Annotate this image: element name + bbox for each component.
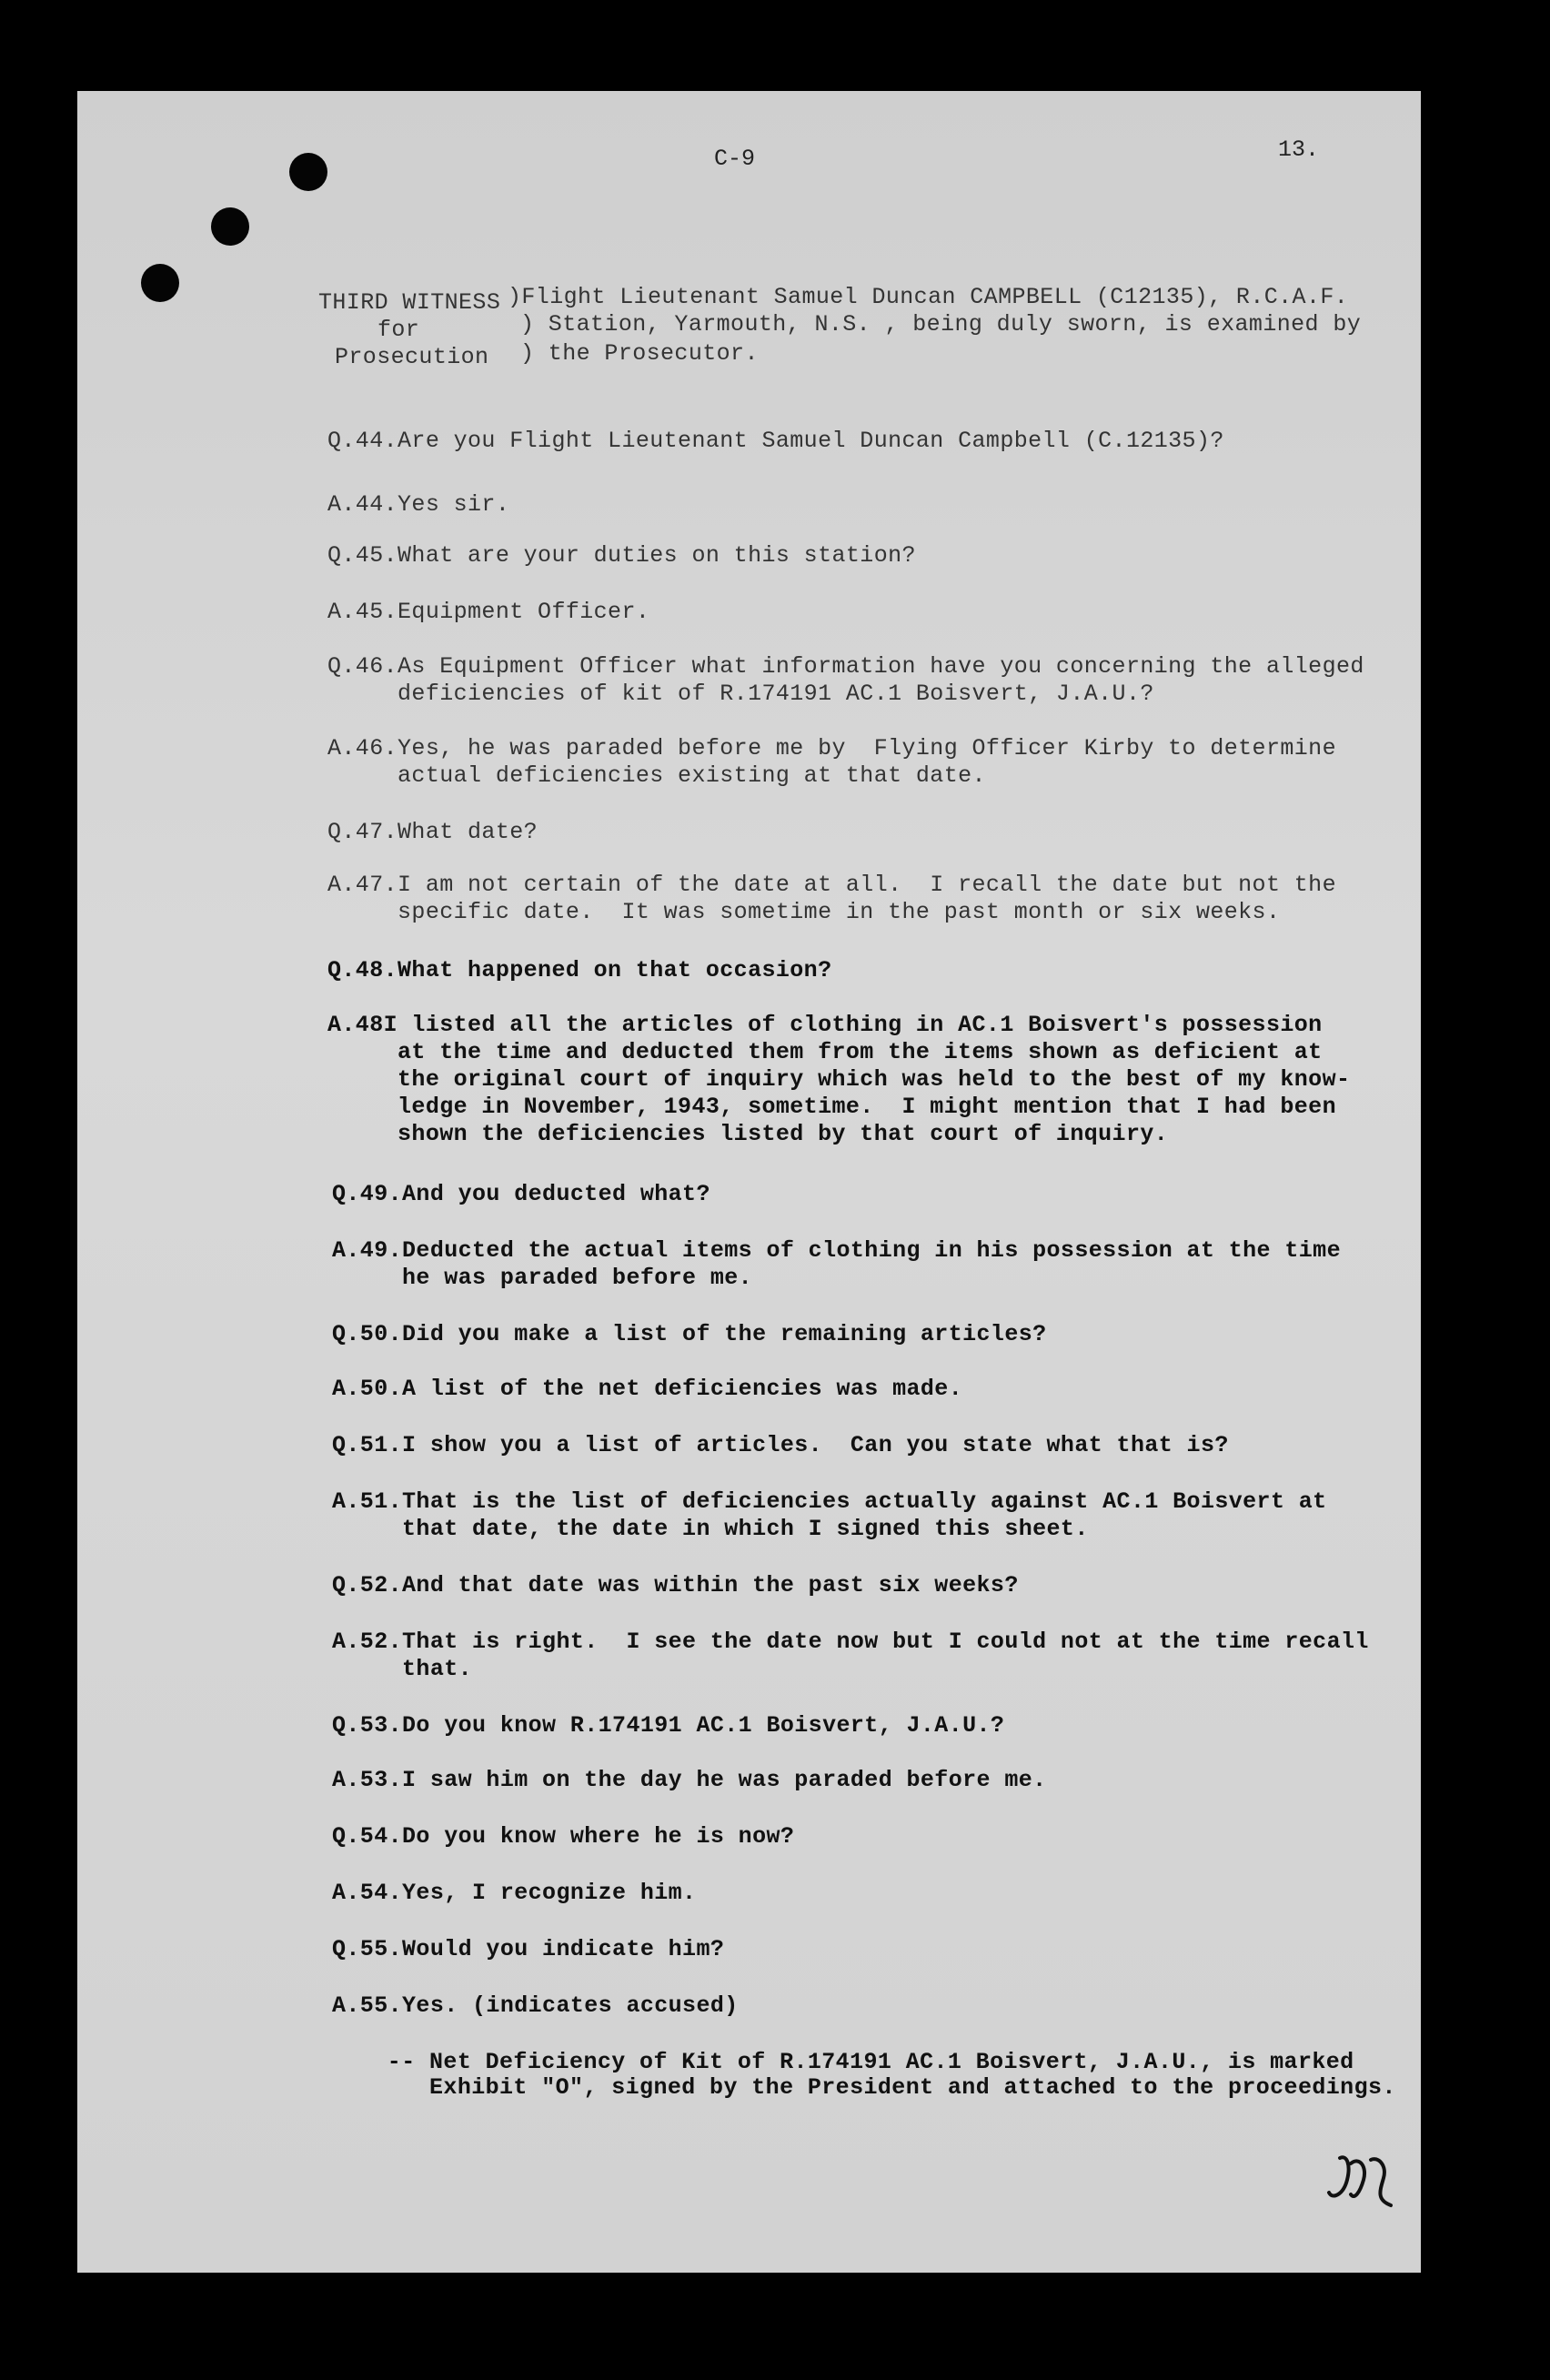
transcript-line: A.54.Yes, I recognize him. <box>332 1880 697 1906</box>
transcript-line: deficiencies of kit of R.174191 AC.1 Boisvert, J.A.U.? <box>327 681 1154 707</box>
transcript-line: A.46.Yes, he was paraded before me by Flying Officer Kirby to determine <box>327 735 1336 761</box>
transcript-line: A.52.That is right. I see the date now but I could not at the time recall <box>332 1629 1369 1655</box>
transcript-line: at the time and deducted them from the items shown as deficient at <box>327 1039 1323 1065</box>
transcript-line: -- Net Deficiency of Kit of R.174191 AC.1 Boisvert, J.A.U., is marked <box>359 2049 1354 2075</box>
transcript-line: A.50.A list of the net deficiencies was made. <box>332 1376 963 1402</box>
transcript-line: Q.50.Did you make a list of the remaining articles? <box>332 1321 1047 1347</box>
punch-hole <box>211 207 249 246</box>
transcript-line: shown the deficiencies listed by that court of inquiry. <box>327 1121 1169 1147</box>
transcript-line: specific date. It was sometime in the past month or six weeks. <box>327 899 1281 925</box>
witness-text: ) the Prosecutor. <box>520 340 759 367</box>
transcript-line: A.53.I saw him on the day he was paraded before me. <box>332 1767 1047 1793</box>
witness-label: for <box>377 317 420 343</box>
transcript-line: Q.47.What date? <box>327 819 538 845</box>
transcript-line: actual deficiencies existing at that date. <box>327 762 986 789</box>
transcript-line: Q.48.What happened on that occasion? <box>327 957 832 983</box>
transcript-line: A.55.Yes. (indicates accused) <box>332 1992 739 2019</box>
transcript-line: Q.55.Would you indicate him? <box>332 1936 725 1962</box>
transcript-line: he was paraded before me. <box>332 1265 753 1291</box>
transcript-line: ledge in November, 1943, sometime. I might mention that I had been <box>327 1094 1336 1120</box>
transcript-line: A.48I listed all the articles of clothing in AC.1 Boisvert's possession <box>327 1012 1323 1038</box>
document-page <box>77 91 1421 2273</box>
transcript-line: A.44.Yes sir. <box>327 491 510 518</box>
transcript-line: that date, the date in which I signed this sheet. <box>332 1516 1089 1542</box>
witness-text: )Flight Lieutenant Samuel Duncan CAMPBELL (C12135), R.C.A.F. <box>508 284 1349 310</box>
transcript-line: the original court of inquiry which was held to the best of my know- <box>327 1066 1351 1093</box>
witness-label: Prosecution <box>335 344 489 370</box>
transcript-line: Q.45.What are your duties on this station? <box>327 542 916 569</box>
transcript-line: A.45.Equipment Officer. <box>327 599 650 625</box>
punch-hole <box>141 264 179 302</box>
transcript-line: Q.54.Do you know where he is now? <box>332 1823 795 1850</box>
transcript-line: Exhibit "O", signed by the President and attached to the proceedings. <box>359 2074 1396 2101</box>
transcript-line: A.47.I am not certain of the date at all. I recall the date but not the <box>327 872 1336 898</box>
witness-label: THIRD WITNESS <box>318 289 501 316</box>
transcript-line: A.51.That is the list of deficiencies actually against AC.1 Boisvert at <box>332 1488 1327 1515</box>
witness-text: ) Station, Yarmouth, N.S. , being duly sworn, is examined by <box>520 311 1362 338</box>
transcript-line: that. <box>332 1656 473 1682</box>
transcript-line: Q.52.And that date was within the past six weeks? <box>332 1572 1019 1598</box>
transcript-line: A.49.Deducted the actual items of clothing in his possession at the time <box>332 1237 1341 1264</box>
transcript-line: Q.46.As Equipment Officer what information have you concerning the alleged <box>327 653 1364 680</box>
section-number: C-9 <box>714 146 756 172</box>
page-number: 13. <box>1278 136 1320 163</box>
transcript-line: Q.51.I show you a list of articles. Can you state what that is? <box>332 1432 1229 1458</box>
transcript-line: Q.44.Are you Flight Lieutenant Samuel Duncan Campbell (C.12135)? <box>327 428 1224 454</box>
transcript-line: Q.53.Do you know R.174191 AC.1 Boisvert, J.A.U.? <box>332 1712 1005 1739</box>
signature-mark <box>1324 2147 1405 2211</box>
transcript-line: Q.49.And you deducted what? <box>332 1181 710 1207</box>
punch-hole <box>289 153 327 191</box>
